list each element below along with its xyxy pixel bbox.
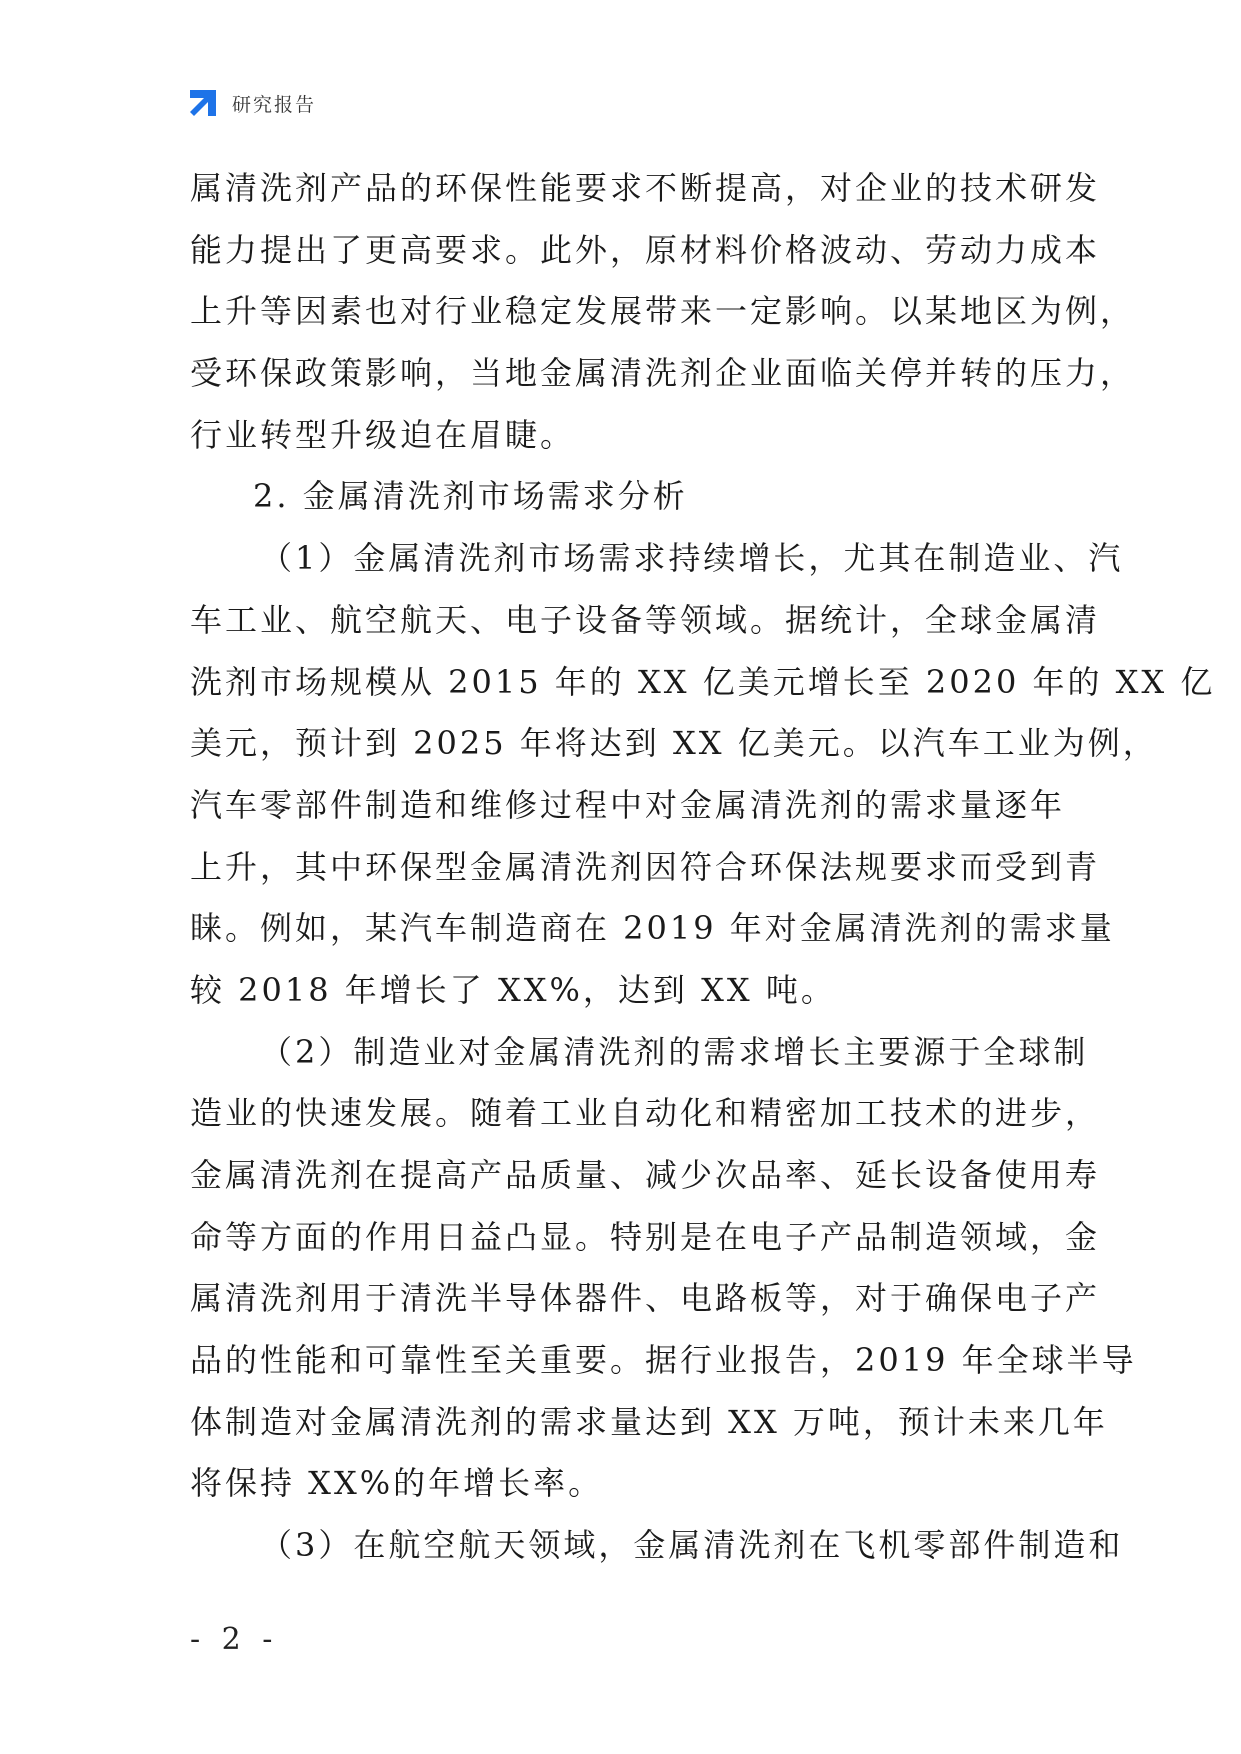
text-line: 上升，其中环保型金属清洗剂因符合环保法规要求而受到青 — [190, 847, 1101, 886]
page-header — [188, 88, 316, 118]
text-line: 睐。例如，某汽车制造商在 2019 年对金属清洗剂的需求量 — [190, 909, 1115, 948]
text-line: 命等方面的作用日益凸显。特别是在电子产品制造领域，金 — [190, 1217, 1101, 1256]
paragraph-first-line: （2）制造业对金属清洗剂的需求增长主要源于全球制 — [260, 1032, 1089, 1071]
page-number: - 2 - — [190, 1622, 279, 1657]
text-line: 较 2018 年增长了 XX%，达到 XX 吨。 — [190, 970, 836, 1009]
text-line: 将保持 XX%的年增长率。 — [190, 1464, 604, 1503]
text-line: 汽车零部件制造和维修过程中对金属清洗剂的需求量逐年 — [190, 785, 1066, 824]
document-body — [190, 158, 1216, 1577]
section-heading: 2. 金属清洗剂市场需求分析 — [253, 477, 688, 516]
text-line: 上升等因素也对行业稳定发展带来一定影响。以某地区为例， — [190, 292, 1136, 331]
text-line: 能力提出了更高要求。此外，原材料价格波动、劳动力成本 — [190, 230, 1101, 269]
text-line: 受环保政策影响，当地金属清洗剂企业面临关停并转的压力， — [190, 354, 1136, 393]
text-line: 金属清洗剂在提高产品质量、减少次品率、延长设备使用寿 — [190, 1156, 1101, 1194]
text-line: 车工业、航空航天、电子设备等领域。据统计，全球金属清 — [190, 600, 1101, 639]
text-line: 造业的快速发展。随着工业自动化和精密加工技术的进步， — [190, 1094, 1101, 1133]
paragraph-first-line: （1）金属清洗剂市场需求持续增长，尤其在制造业、汽 — [260, 539, 1124, 578]
text-line: 属清洗剂用于清洗半导体器件、电路板等，对于确保电子产 — [190, 1279, 1101, 1318]
text-line: 属清洗剂产品的环保性能要求不断提高，对企业的技术研发 — [190, 169, 1101, 207]
arrow-up-right-icon — [188, 88, 218, 118]
paragraph-first-line: （3）在航空航天领域，金属清洗剂在飞机零部件制造和 — [260, 1526, 1124, 1565]
text-line: 体制造对金属清洗剂的需求量达到 XX 万吨，预计未来几年 — [190, 1402, 1108, 1441]
header-title: 研究报告 — [232, 93, 317, 116]
text-line: 洗剂市场规模从 2015 年的 XX 亿美元增长至 2020 年的 XX 亿 — [190, 662, 1216, 701]
text-line: 行业转型升级迫在眉睫。 — [190, 415, 576, 454]
text-line: 美元，预计到 2025 年将达到 XX 亿美元。以汽车工业为例， — [190, 724, 1158, 763]
text-line: 品的性能和可靠性至关重要。据行业报告，2019 年全球半导 — [190, 1341, 1137, 1380]
